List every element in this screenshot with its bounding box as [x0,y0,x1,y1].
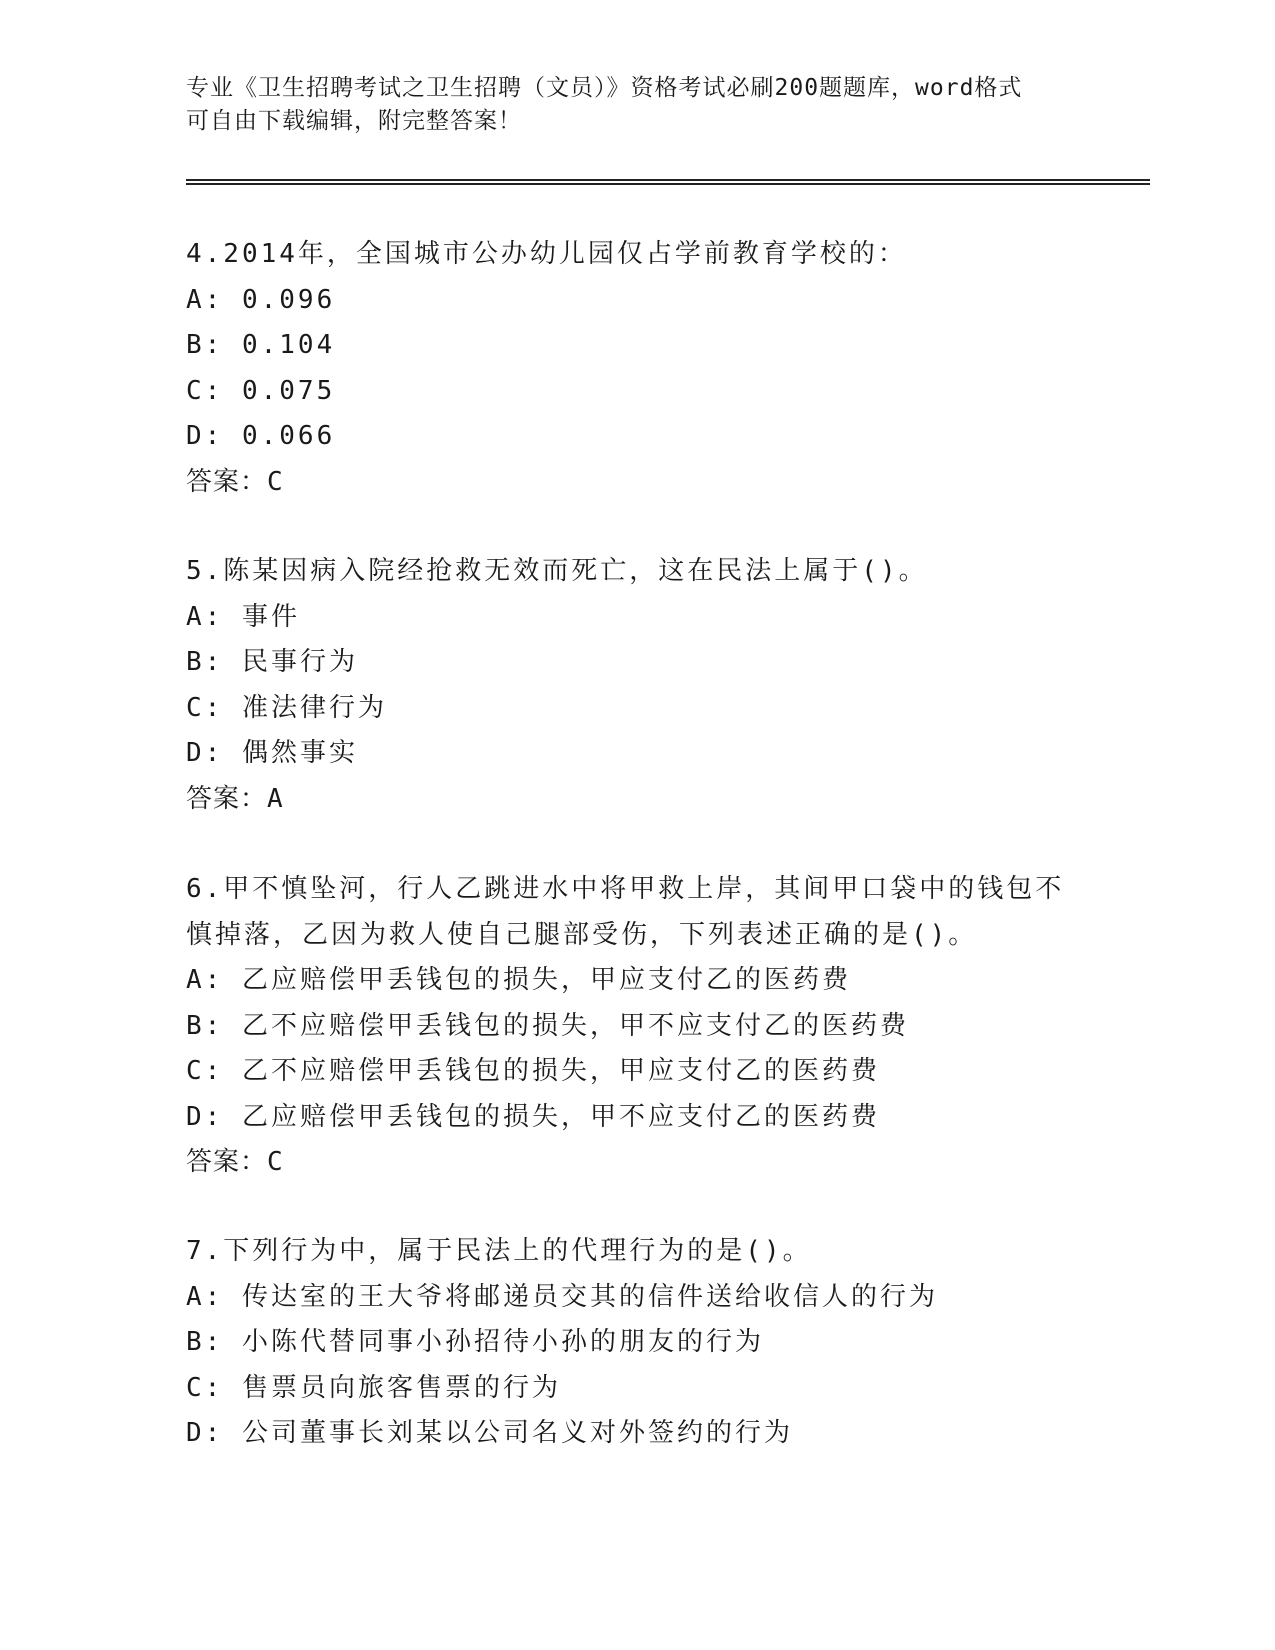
question-stem-line-2: 慎掉落，乙因为救人使自己腿部受伤，下列表述正确的是()。 [186,919,978,950]
answer-line [186,777,1086,823]
answer-label: 答案： [186,466,268,497]
question-stem-line-1: 6.甲不慎坠河，行人乙跳进水中将甲救上岸，其间甲口袋中的钱包不 [186,874,1065,904]
answer-label: 答案： [186,783,268,814]
option-a: A: 传达室的王大爷将邮递员交其的信件送给收信人的行为 [186,1281,938,1312]
option-c: C: 0.075 [186,375,336,406]
question-5 [186,549,1086,822]
answer-value: A [267,783,284,814]
question-stem: 4.2014年，全国城市公办幼儿园仅占学前教育学校的： [186,239,907,269]
option-d: D: 公司董事长刘某以公司名义对外签约的行为 [186,1418,793,1448]
option-d: D: 乙应赔偿甲丢钱包的损失，甲不应支付乙的医药费 [186,1101,880,1132]
option-b: B: 小陈代替同事小孙招待小孙的朋友的行为 [186,1327,764,1357]
question-stem: 5.陈某因病入院经抢救无效而死亡，这在民法上属于()。 [186,556,928,586]
option-b: B: 0.104 [186,330,336,360]
answer-value: C [267,1147,284,1177]
question-6 [186,867,1086,1186]
option-c: C: 乙不应赔偿甲丢钱包的损失，甲应支付乙的医药费 [186,1056,880,1086]
header-divider-bottom [186,183,1150,185]
option-a: A: 0.096 [186,284,336,315]
answer-line [186,460,1086,506]
header-divider-top [186,179,1150,181]
question-7 [186,1229,1086,1457]
option-c: C: 准法律行为 [186,692,387,723]
option-b: B: 乙不应赔偿甲丢钱包的损失，甲不应支付乙的医药费 [186,1010,909,1041]
option-a: A: 事件 [186,601,300,632]
question-4 [186,232,1086,505]
option-d: D: 0.066 [186,421,336,451]
question-stem: 7.下列行为中，属于民法上的代理行为的是()。 [186,1236,812,1266]
header-line-2: 可自由下载编辑，附完整答案！ [186,108,522,134]
option-c: C: 售票员向旅客售票的行为 [186,1372,561,1403]
option-a: A: 乙应赔偿甲丢钱包的损失，甲应支付乙的医药费 [186,965,851,995]
answer-label: 答案： [186,1147,268,1177]
header-line-1: 专业《卫生招聘考试之卫生招聘（文员）》资格考试必刷200题题库，word格式 [186,75,1023,101]
option-d: D: 偶然事实 [186,738,358,768]
option-b: B: 民事行为 [186,647,358,677]
answer-line [186,1140,1086,1186]
answer-value: C [267,466,284,497]
document-header [186,72,1066,138]
